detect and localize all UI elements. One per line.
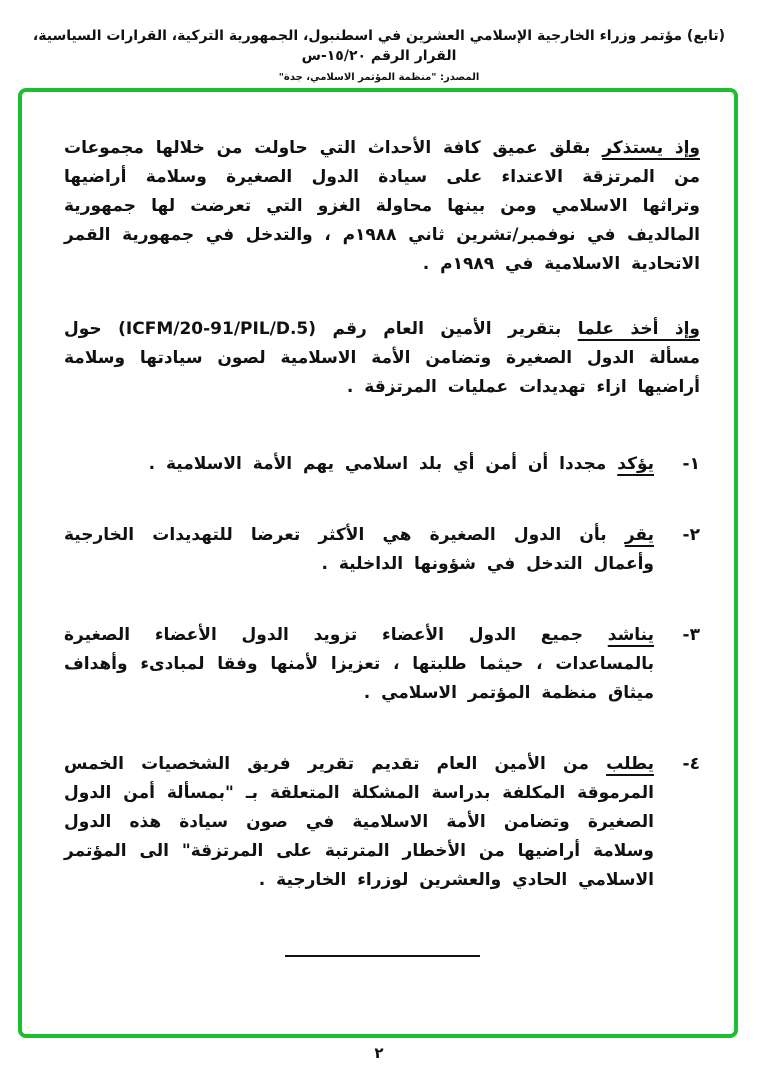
- resolution-item-1: [64, 450, 700, 479]
- page-footer: [0, 1044, 758, 1062]
- item-body: [64, 450, 654, 479]
- item-number: ٢-: [682, 525, 700, 545]
- item-number: ٤-: [682, 754, 700, 774]
- document-source: المصدر: "منظمة المؤتمر الاسلامي، جدة": [278, 72, 480, 83]
- resolution-item-4: [64, 750, 700, 895]
- section-divider: [285, 955, 480, 957]
- paragraph-lead: وإذ يستذكر: [602, 138, 700, 158]
- paragraph-text: بتقرير الأمين العام رقم (ICFM/20-91/PIL/D.5) حول مسألة الدول الصغيرة وتضامن الأمة الاسلامية لصون سيادتها وسلامة أراضيها ازاء تهديدات عمليات المرتزقة .: [64, 319, 700, 397]
- item-text: جميع الدول الأعضاء تزويد الدول الأعضاء الصغيرة بالمساعدات ، حيثما طلبتها ، تعزيزا لأمنها وفقا لمبادىء وأهداف ميثاق منظمة المؤتمر الاسلامي .: [64, 625, 654, 703]
- item-text: مجددا أن أمن أي بلد اسلامي يهم الأمة الاسلامية .: [148, 454, 607, 474]
- item-body: [64, 521, 654, 579]
- item-lead: يطلب: [606, 754, 654, 774]
- document-title: (تابع) مؤتمر وزراء الخارجية الإسلامي العشرين في اسطنبول، الجمهورية التركية، القرارات السياسية، القرار الرقم ١٥/٢٠-س: [32, 28, 726, 64]
- item-lead: يؤكد: [617, 454, 654, 474]
- item-body: [64, 750, 654, 895]
- item-text: بأن الدول الصغيرة هي الأكثر تعرضا للتهديدات الخارجية وأعمال التدخل في شؤونها الداخلية .: [64, 525, 654, 574]
- recital-paragraph-2: [64, 315, 700, 402]
- resolution-item-3: [64, 621, 700, 708]
- item-text: من الأمين العام تقديم تقرير فريق الشخصيات الخمس المرموقة المكلفة بدراسة المشكلة المتعلقة بـ "بمسألة أمن الدول الصغيرة وتضامن الأمة الاسلامية في صون سيادة هذه الدول وسلامة أراضيها من الأخطار المترتبة على المرتزقة" الى المؤتمر الاسلامي الحادي والعشرين لوزراء الخارجية .: [64, 754, 654, 890]
- document-header: [0, 0, 758, 83]
- item-number: ٣-: [682, 625, 700, 645]
- content-frame: [18, 88, 738, 1038]
- item-body: [64, 621, 654, 708]
- paragraph-lead: وإذ أخذ علما: [577, 319, 700, 339]
- item-lead: يناشد: [607, 625, 655, 645]
- item-lead: يقر: [624, 525, 655, 545]
- item-number: ١-: [682, 454, 700, 474]
- page-number: ٢: [374, 1044, 384, 1062]
- document-body: [22, 92, 734, 957]
- resolution-item-2: [64, 521, 700, 579]
- recital-paragraph-1: [64, 134, 700, 279]
- paragraph-text: بقلق عميق كافة الأحداث التي حاولت من خلالها مجموعات من المرتزقة الاعتداء على سيادة الدول الصغيرة وسلامة أراضيها وتراثها الاسلامي ومن بينها محاولة الغزو التي تعرضت لها جمهورية المالديف في نوفمبر/تشرين ثاني ١٩٨٨م ، والتدخل في جمهورية القمر الاتحادية الاسلامية في ١٩٨٩م .: [64, 138, 700, 274]
